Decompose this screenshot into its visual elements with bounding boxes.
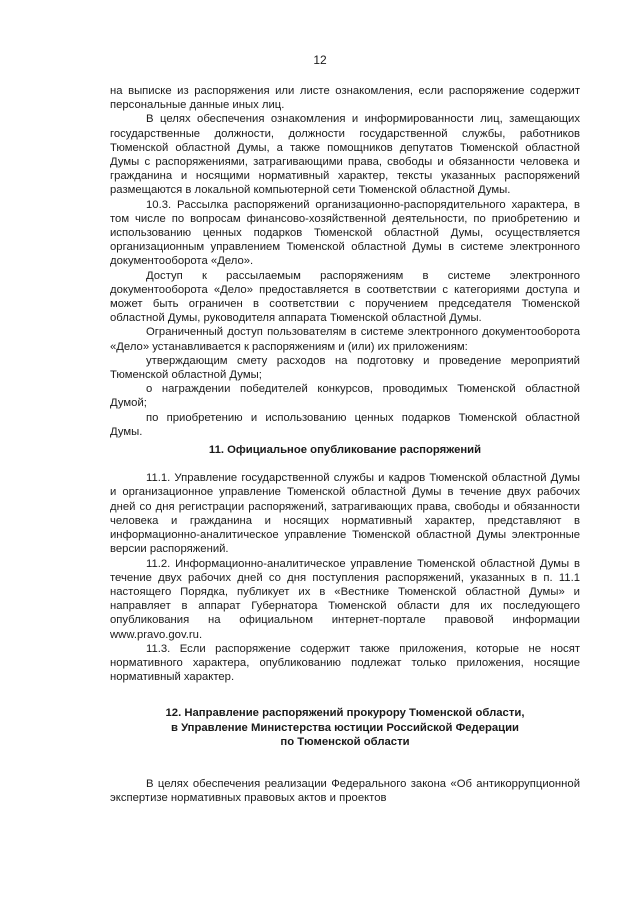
section-12-heading bbox=[110, 706, 580, 749]
list-item-budget: утверждающим смету расходов на подготовку и проведение мероприятий Тюменской областной Думы; bbox=[110, 354, 580, 382]
paragraph-11-2: 11.2. Информационно-аналитическое управление Тюменской областной Думы в течение двух рабочих дней со дня поступления распоряжений, указанных в п. 11.1 настоящего Порядка, публикует их в «Вестнике Тюменской областной Думы» и направляет в аппарат Губернатора Тюменской области для их последующего опубликования на официальном интернет-портале правовой информации www.pravo.gov.ru. bbox=[110, 557, 580, 641]
page-number: 12 bbox=[313, 53, 327, 67]
list-item-gifts: по приобретению и использованию ценных подарков Тюменской областной Думы. bbox=[110, 411, 580, 438]
paragraph-familiarization: В целях обеспечения ознакомления и информированности лиц, замещающих государственные должности, должности государственной службы, работников Тюменской областной Думы, а также помощников депутатов Тюменской областной Думы с распоряжениями, затрагивающими права, свободы и обязанности человека и гражданина и носящими нормативный характер, тексты указанных распоряжений размещаются в локальной компьютерной сети Тюменской областной Думы. bbox=[110, 113, 580, 197]
paragraph-10-3: 10.3. Рассылка распоряжений организационно-распорядительного характера, в том числе по вопросам финансово-хозяйственной деятельности, по приобретению и использованию ценных подарков Тюменской областной Думы, осуществляется организационным управлением Тюменской областной Думы в системе электронного документооборота «Дело». bbox=[110, 198, 580, 268]
section-11-heading: 11. Официальное опубликование распоряжений bbox=[208, 444, 482, 457]
section-12-heading-line: 12. Направление распоряжений прокурору Тюменской области, bbox=[165, 707, 525, 720]
section-12-heading-line: по Тюменской области bbox=[280, 735, 410, 748]
paragraph-continuation: на выписке из распоряжения или листе ознакомления, если распоряжение содержит персональные данные иных лиц. bbox=[110, 85, 580, 112]
section-12-heading-line: в Управление Министерства юстиции Российской Федерации bbox=[171, 721, 519, 734]
document-body bbox=[110, 84, 580, 805]
paragraph-12-intro: В целях обеспечения реализации Федерального закона «Об антикоррупционной экспертизе нормативных правовых актов и проектов bbox=[110, 777, 580, 805]
paragraph-11-3: 11.3. Если распоряжение содержит также приложения, которые не носят нормативного характера, опубликованию подлежат только приложения, носящие нормативный характер. bbox=[110, 642, 580, 684]
paragraph-access: Доступ к рассылаемым распоряжениям в системе электронного документооборота «Дело» предоставляется в соответствии с категориями доступа и может быть ограничен в соответствии с поручением председателя Тюменской областной Думы, руководителя аппарата Тюменской областной Думы. bbox=[110, 269, 580, 325]
paragraph-restricted-access: Ограниченный доступ пользователям в системе электронного документооборота «Дело» устанавливается к распоряжениям и (или) их приложениям: bbox=[110, 326, 580, 353]
paragraph-11-1: 11.1. Управление государственной службы и кадров Тюменской областной Думы и организационное управление Тюменской областной Думы в течение двух рабочих дней со дня регистрации распоряжений, затрагивающих права, свободы и обязанности человека и гражданина и носящих нормативный характер, представляют в информационно-аналитическое управление Тюменской областной Думы электронные версии распоряжений. bbox=[110, 472, 580, 556]
list-item-awards: о награждении победителей конкурсов, проводимых Тюменской областной Думой; bbox=[110, 383, 580, 410]
